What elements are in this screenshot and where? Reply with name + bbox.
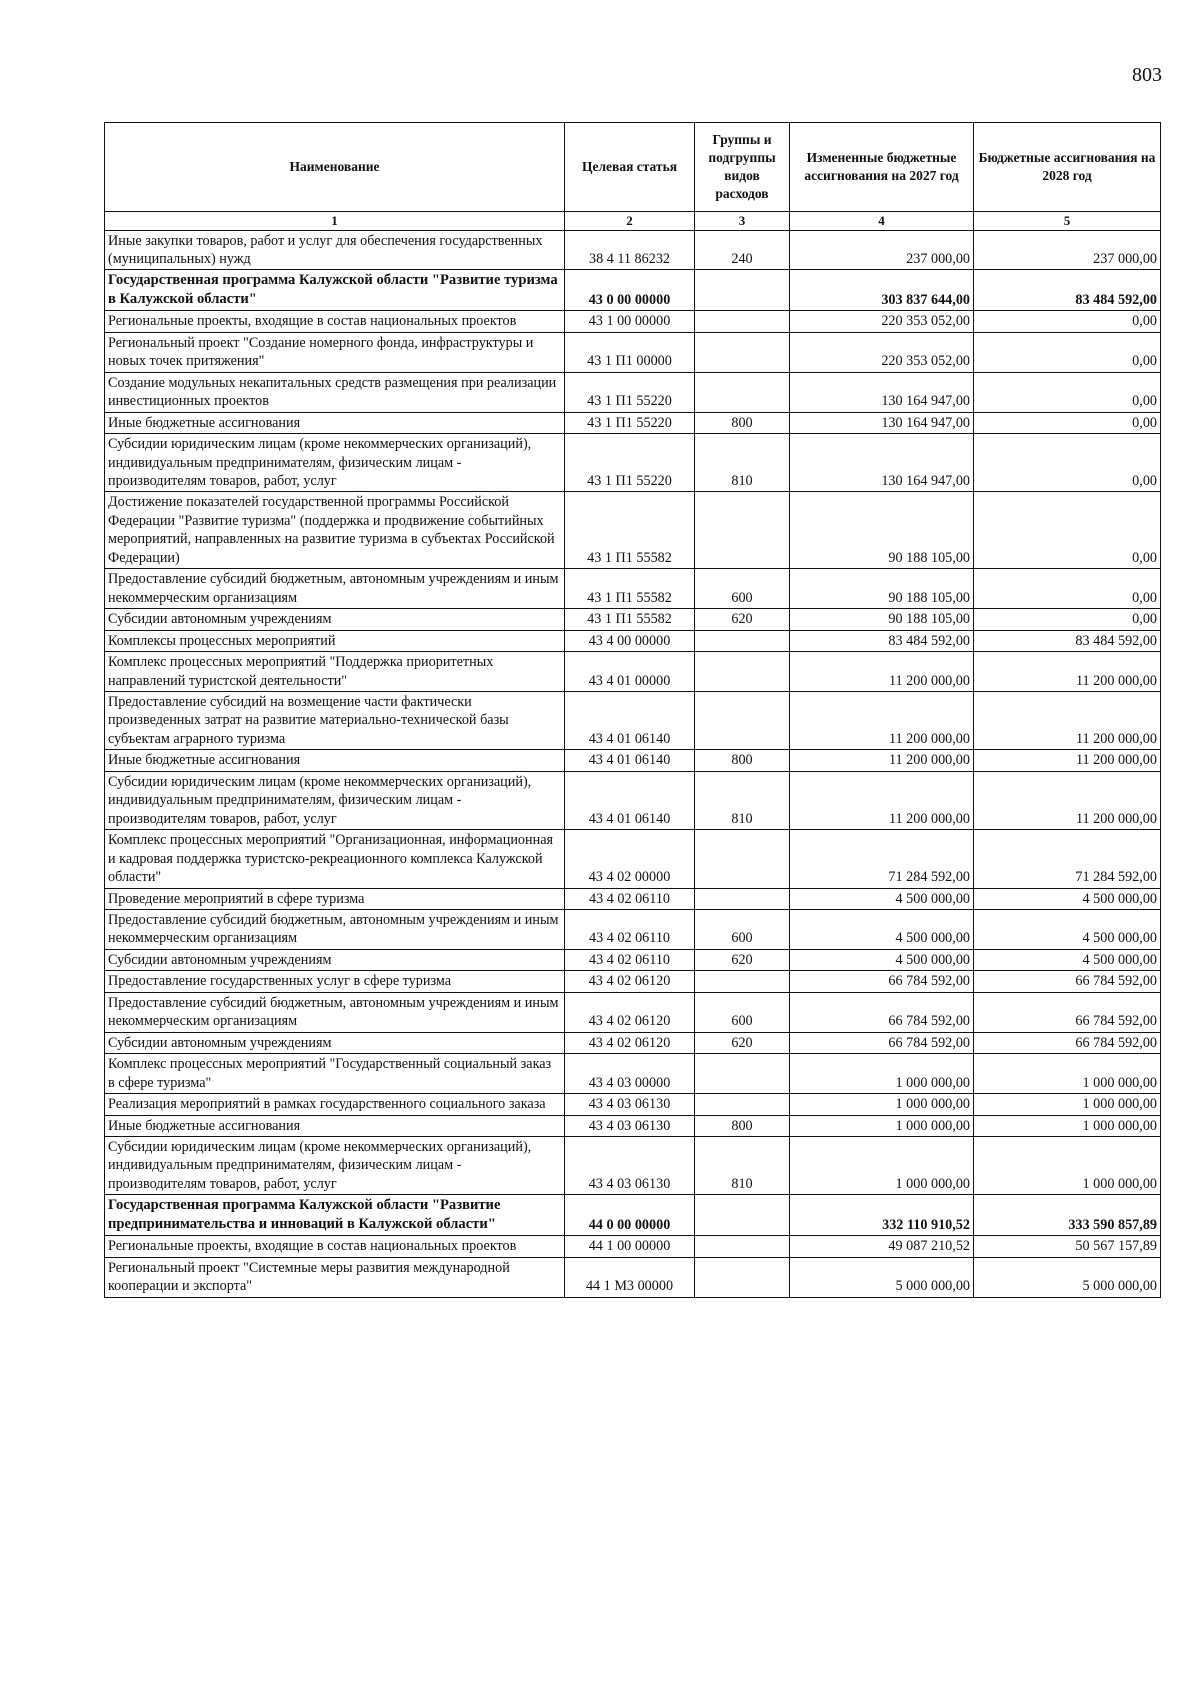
row-target-code: 43 4 01 00000 [565, 652, 695, 692]
row-expense-group: 810 [695, 1136, 790, 1194]
row-sum-2027: 66 784 592,00 [790, 1032, 974, 1053]
header-row [105, 123, 1161, 212]
row-target-code: 43 1 П1 00000 [565, 332, 695, 372]
column-number: 2 [565, 212, 695, 231]
row-name: Субсидии юридическим лицам (кроме некоммерческих организаций), индивидуальным предпринимателям, физическим лицам - производителям товаров, работ, услуг [105, 434, 565, 492]
page-number: 803 [1132, 64, 1162, 86]
row-expense-group: 600 [695, 992, 790, 1032]
row-sum-2028: 83 484 592,00 [974, 270, 1161, 311]
row-target-code: 43 4 02 06120 [565, 992, 695, 1032]
row-expense-group [695, 372, 790, 412]
row-expense-group [695, 270, 790, 311]
row-expense-group [695, 332, 790, 372]
row-name: Региональные проекты, входящие в состав национальных проектов [105, 1236, 565, 1257]
row-target-code: 43 4 03 06130 [565, 1136, 695, 1194]
row-sum-2027: 11 200 000,00 [790, 771, 974, 829]
row-name: Предоставление субсидий бюджетным, автономным учреждениям и иным некоммерческим организациям [105, 569, 565, 609]
row-sum-2028: 0,00 [974, 434, 1161, 492]
row-expense-group: 800 [695, 412, 790, 433]
row-name: Комплекс процессных мероприятий "Государственный социальный заказ в сфере туризма" [105, 1054, 565, 1094]
row-sum-2027: 71 284 592,00 [790, 830, 974, 888]
row-sum-2027: 11 200 000,00 [790, 750, 974, 771]
row-target-code: 43 1 П1 55220 [565, 412, 695, 433]
row-sum-2027: 83 484 592,00 [790, 630, 974, 651]
budget-table [104, 122, 1161, 1298]
row-expense-group: 240 [695, 230, 790, 270]
row-name: Субсидии юридическим лицам (кроме некоммерческих организаций), индивидуальным предпринимателям, физическим лицам - производителям товаров, работ, услуг [105, 771, 565, 829]
row-sum-2028: 4 500 000,00 [974, 909, 1161, 949]
row-target-code: 43 4 01 06140 [565, 750, 695, 771]
column-number: 1 [105, 212, 565, 231]
row-target-code: 43 1 П1 55582 [565, 569, 695, 609]
row-sum-2028: 0,00 [974, 412, 1161, 433]
row-name: Субсидии юридическим лицам (кроме некоммерческих организаций), индивидуальным предпринимателям, физическим лицам - производителям товаров, работ, услуг [105, 1136, 565, 1194]
row-sum-2027: 4 500 000,00 [790, 949, 974, 970]
row-sum-2027: 303 837 644,00 [790, 270, 974, 311]
row-target-code: 44 1 М3 00000 [565, 1257, 695, 1297]
row-sum-2028: 4 500 000,00 [974, 888, 1161, 909]
row-target-code: 43 0 00 00000 [565, 270, 695, 311]
row-sum-2027: 90 188 105,00 [790, 609, 974, 630]
row-name: Предоставление субсидий бюджетным, автономным учреждениям и иным некоммерческим организациям [105, 992, 565, 1032]
row-target-code: 43 4 02 06110 [565, 909, 695, 949]
row-sum-2028: 11 200 000,00 [974, 771, 1161, 829]
column-number: 5 [974, 212, 1161, 231]
row-target-code: 43 4 03 00000 [565, 1054, 695, 1094]
row-sum-2027: 130 164 947,00 [790, 372, 974, 412]
row-expense-group [695, 692, 790, 750]
table-row [105, 1094, 1161, 1115]
row-expense-group [695, 630, 790, 651]
row-sum-2027: 66 784 592,00 [790, 971, 974, 992]
table-row [105, 992, 1161, 1032]
table-row [105, 569, 1161, 609]
row-expense-group: 600 [695, 569, 790, 609]
header-name: Наименование [105, 123, 565, 212]
row-sum-2028: 66 784 592,00 [974, 971, 1161, 992]
row-name: Иные бюджетные ассигнования [105, 1115, 565, 1136]
column-number: 3 [695, 212, 790, 231]
row-expense-group: 810 [695, 434, 790, 492]
table-body [105, 230, 1161, 1297]
row-name: Предоставление субсидий бюджетным, автономным учреждениям и иным некоммерческим организациям [105, 909, 565, 949]
row-name: Комплексы процессных мероприятий [105, 630, 565, 651]
row-sum-2028: 0,00 [974, 569, 1161, 609]
row-name: Субсидии автономным учреждениям [105, 609, 565, 630]
table-row [105, 830, 1161, 888]
row-target-code: 43 4 02 06120 [565, 971, 695, 992]
row-sum-2028: 0,00 [974, 311, 1161, 332]
row-target-code: 43 4 02 06110 [565, 888, 695, 909]
row-target-code: 43 4 01 06140 [565, 692, 695, 750]
row-sum-2027: 11 200 000,00 [790, 692, 974, 750]
table-row [105, 609, 1161, 630]
header-sum-2027: Измененные бюджетные ассигнования на 2027 год [790, 123, 974, 212]
table-row [105, 372, 1161, 412]
row-expense-group [695, 1236, 790, 1257]
row-sum-2027: 220 353 052,00 [790, 332, 974, 372]
row-sum-2028: 1 000 000,00 [974, 1115, 1161, 1136]
row-name: Проведение мероприятий в сфере туризма [105, 888, 565, 909]
table-row [105, 949, 1161, 970]
row-expense-group: 800 [695, 750, 790, 771]
row-sum-2028: 50 567 157,89 [974, 1236, 1161, 1257]
row-expense-group [695, 311, 790, 332]
table-row [105, 630, 1161, 651]
row-sum-2027: 66 784 592,00 [790, 992, 974, 1032]
row-sum-2028: 0,00 [974, 609, 1161, 630]
row-sum-2028: 71 284 592,00 [974, 830, 1161, 888]
row-expense-group: 800 [695, 1115, 790, 1136]
row-sum-2027: 130 164 947,00 [790, 434, 974, 492]
row-sum-2028: 11 200 000,00 [974, 692, 1161, 750]
header-group: Группы и подгруппы видов расходов [695, 123, 790, 212]
row-name: Субсидии автономным учреждениям [105, 1032, 565, 1053]
row-sum-2027: 4 500 000,00 [790, 888, 974, 909]
row-name: Региональные проекты, входящие в состав национальных проектов [105, 311, 565, 332]
row-expense-group [695, 971, 790, 992]
table-row [105, 1195, 1161, 1236]
row-expense-group [695, 1054, 790, 1094]
row-name: Субсидии автономным учреждениям [105, 949, 565, 970]
row-sum-2028: 333 590 857,89 [974, 1195, 1161, 1236]
row-name: Достижение показателей государственной программы Российской Федерации "Развитие туризма" (поддержка и продвижение событийных мероприятий, направленных на развитие туризма в субъектах Российской Федерации) [105, 492, 565, 569]
row-sum-2027: 1 000 000,00 [790, 1136, 974, 1194]
row-sum-2027: 11 200 000,00 [790, 652, 974, 692]
table-row [105, 750, 1161, 771]
row-sum-2028: 1 000 000,00 [974, 1054, 1161, 1094]
row-sum-2027: 4 500 000,00 [790, 909, 974, 949]
table-row [105, 1032, 1161, 1053]
row-expense-group [695, 888, 790, 909]
row-target-code: 43 4 03 06130 [565, 1115, 695, 1136]
row-sum-2027: 90 188 105,00 [790, 492, 974, 569]
table-row [105, 434, 1161, 492]
row-target-code: 44 0 00 00000 [565, 1195, 695, 1236]
row-expense-group [695, 492, 790, 569]
table-row [105, 1136, 1161, 1194]
row-target-code: 43 4 01 06140 [565, 771, 695, 829]
row-name: Региональный проект "Создание номерного фонда, инфраструктуры и новых точек притяжения" [105, 332, 565, 372]
row-target-code: 43 4 03 06130 [565, 1094, 695, 1115]
row-sum-2028: 66 784 592,00 [974, 992, 1161, 1032]
row-sum-2027: 90 188 105,00 [790, 569, 974, 609]
table-row [105, 1054, 1161, 1094]
row-expense-group [695, 652, 790, 692]
table-row [105, 492, 1161, 569]
table-row [105, 412, 1161, 433]
row-target-code: 43 4 02 06110 [565, 949, 695, 970]
column-number-row [105, 212, 1161, 231]
row-sum-2028: 0,00 [974, 332, 1161, 372]
row-expense-group [695, 1094, 790, 1115]
row-expense-group: 810 [695, 771, 790, 829]
row-target-code: 43 1 00 00000 [565, 311, 695, 332]
row-name: Реализация мероприятий в рамках государственного социального заказа [105, 1094, 565, 1115]
row-name: Государственная программа Калужской области "Развитие предпринимательства и инноваций в Калужской области" [105, 1195, 565, 1236]
row-sum-2027: 49 087 210,52 [790, 1236, 974, 1257]
row-sum-2028: 66 784 592,00 [974, 1032, 1161, 1053]
row-sum-2028: 83 484 592,00 [974, 630, 1161, 651]
row-name: Иные закупки товаров, работ и услуг для обеспечения государственных (муниципальных) нужд [105, 230, 565, 270]
row-name: Региональный проект "Системные меры развития международной кооперации и экспорта" [105, 1257, 565, 1297]
table-row [105, 270, 1161, 311]
row-expense-group [695, 1195, 790, 1236]
header-sum-2028: Бюджетные ассигнования на 2028 год [974, 123, 1161, 212]
row-expense-group [695, 1257, 790, 1297]
table-row [105, 230, 1161, 270]
table-row [105, 1236, 1161, 1257]
row-target-code: 43 4 02 06120 [565, 1032, 695, 1053]
table-row [105, 971, 1161, 992]
row-sum-2027: 220 353 052,00 [790, 311, 974, 332]
row-name: Иные бюджетные ассигнования [105, 412, 565, 433]
row-sum-2028: 5 000 000,00 [974, 1257, 1161, 1297]
table-row [105, 1257, 1161, 1297]
row-name: Комплекс процессных мероприятий "Организационная, информационная и кадровая поддержка туристско-рекреационного комплекса Калужской области" [105, 830, 565, 888]
row-expense-group: 600 [695, 909, 790, 949]
row-sum-2027: 5 000 000,00 [790, 1257, 974, 1297]
row-name: Предоставление государственных услуг в сфере туризма [105, 971, 565, 992]
row-target-code: 43 1 П1 55220 [565, 434, 695, 492]
table-row [105, 311, 1161, 332]
row-sum-2027: 237 000,00 [790, 230, 974, 270]
table-row [105, 692, 1161, 750]
row-name: Создание модульных некапитальных средств размещения при реализации инвестиционных проектов [105, 372, 565, 412]
row-target-code: 43 1 П1 55582 [565, 492, 695, 569]
row-expense-group: 620 [695, 609, 790, 630]
row-sum-2028: 11 200 000,00 [974, 652, 1161, 692]
column-number: 4 [790, 212, 974, 231]
row-sum-2027: 1 000 000,00 [790, 1094, 974, 1115]
row-sum-2027: 130 164 947,00 [790, 412, 974, 433]
row-target-code: 43 1 П1 55582 [565, 609, 695, 630]
row-sum-2028: 1 000 000,00 [974, 1094, 1161, 1115]
row-name: Предоставление субсидий на возмещение части фактически произведенных затрат на развитие материально-технической базы субъектам аграрного туризма [105, 692, 565, 750]
row-expense-group [695, 830, 790, 888]
row-sum-2027: 332 110 910,52 [790, 1195, 974, 1236]
row-expense-group: 620 [695, 949, 790, 970]
row-name: Иные бюджетные ассигнования [105, 750, 565, 771]
row-target-code: 43 1 П1 55220 [565, 372, 695, 412]
row-expense-group: 620 [695, 1032, 790, 1053]
row-sum-2028: 4 500 000,00 [974, 949, 1161, 970]
row-target-code: 43 4 02 00000 [565, 830, 695, 888]
row-target-code: 44 1 00 00000 [565, 1236, 695, 1257]
row-name: Государственная программа Калужской области "Развитие туризма в Калужской области" [105, 270, 565, 311]
table-row [105, 771, 1161, 829]
table-row [105, 888, 1161, 909]
row-sum-2027: 1 000 000,00 [790, 1115, 974, 1136]
header-code: Целевая статья [565, 123, 695, 212]
row-sum-2027: 1 000 000,00 [790, 1054, 974, 1094]
table-row [105, 652, 1161, 692]
row-name: Комплекс процессных мероприятий "Поддержка приоритетных направлений туристской деятельности" [105, 652, 565, 692]
table-row [105, 1115, 1161, 1136]
row-sum-2028: 0,00 [974, 492, 1161, 569]
table-row [105, 909, 1161, 949]
row-sum-2028: 11 200 000,00 [974, 750, 1161, 771]
row-sum-2028: 1 000 000,00 [974, 1136, 1161, 1194]
row-target-code: 43 4 00 00000 [565, 630, 695, 651]
row-sum-2028: 0,00 [974, 372, 1161, 412]
row-sum-2028: 237 000,00 [974, 230, 1161, 270]
row-target-code: 38 4 11 86232 [565, 230, 695, 270]
table-row [105, 332, 1161, 372]
